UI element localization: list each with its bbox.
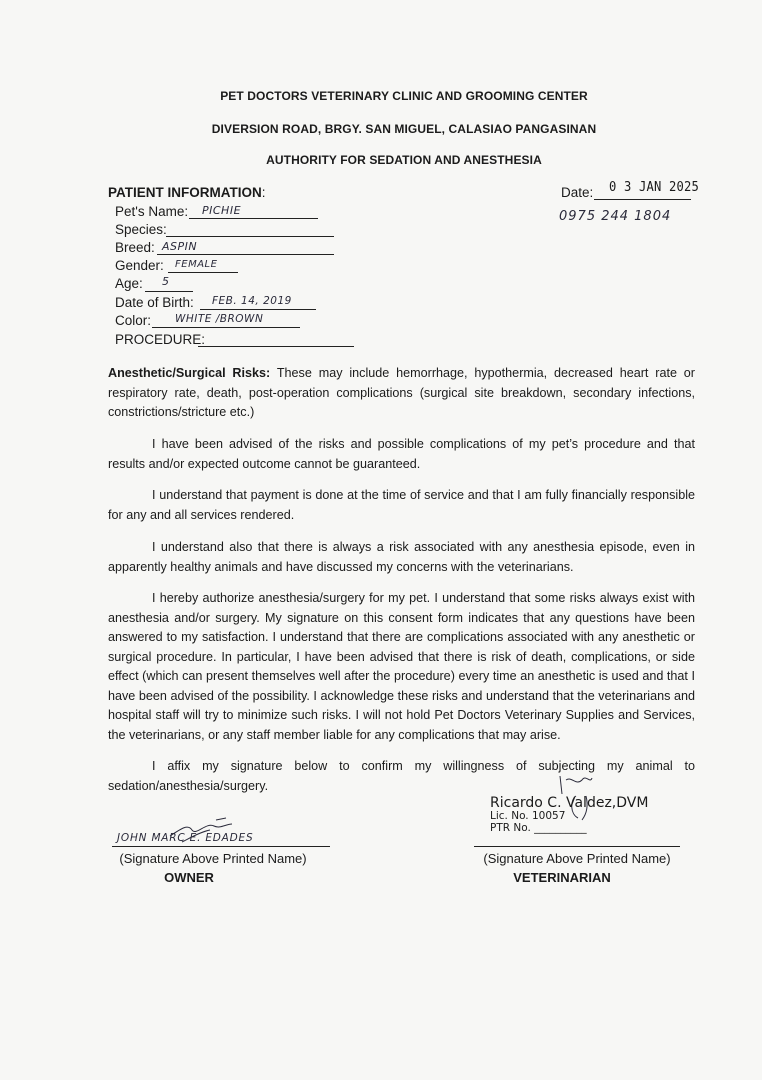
field-gender-line	[168, 272, 238, 273]
vet-license: Lic. No. 10057	[490, 810, 566, 822]
field-color-line	[152, 327, 300, 328]
date-stamp-value: 0 3 JAN 2025	[609, 179, 699, 195]
consent-paragraph-4	[108, 589, 695, 745]
patient-info-label: PATIENT INFORMATION	[108, 185, 262, 200]
consent-text-4: I hereby authorize anesthesia/surgery for my pet. I understand that some risks always exist with anesthesia and/or surgery. My signature on this consent form indicates that any questions have been answered to my satisfaction. I understand that there are complications associated with any anesthetic or surgical procedure. In particular, I have been advised that there is risk of death, complications, or side effect (which can present themselves well after the procedure) every time an anesthetic is used and that I have been advised of the possibility. I acknowledge these risks and understand that the veterinarians and hospital staff will try to minimize such risks. I will not hold Pet Doctors Veterinary Supplies and Services, the veterinarians, or any staff member liable for any complications that may arise.	[108, 591, 695, 742]
field-species-label: Species:	[115, 222, 167, 237]
owner-printed-name: JOHN MARC E. EDADES	[117, 832, 254, 844]
consent-paragraph-1	[108, 435, 695, 474]
owner-signature-line	[112, 846, 330, 847]
field-procedure-label: PROCEDURE:	[115, 332, 206, 347]
consent-text-1: I have been advised of the risks and possible complications of my pet’s procedure and that results and/or expected outcome cannot be guaranteed.	[108, 437, 695, 471]
patient-info-heading	[108, 185, 266, 200]
consent-text-3: I understand also that there is always a risk associated with any anesthesia episode, even in apparently healthy animals and have discussed my concerns with the veterinarians.	[108, 540, 695, 574]
date-label: Date:	[561, 185, 594, 200]
field-species-line	[166, 236, 334, 237]
risks-paragraph	[108, 364, 695, 423]
consent-paragraph-5	[108, 757, 695, 796]
field-gender-label: Gender:	[115, 258, 164, 273]
patient-info-colon: :	[261, 185, 266, 200]
consent-paragraph-3	[108, 538, 695, 577]
vet-signature-caption: (Signature Above Printed Name)	[483, 851, 671, 866]
field-dob-label: Date of Birth:	[115, 295, 194, 310]
owner-signature-caption: (Signature Above Printed Name)	[119, 851, 307, 866]
handwritten-phone-number: 0975 244 1804	[559, 209, 672, 224]
field-pet-name-value: PICHIE	[202, 204, 242, 217]
consent-text-5: I affix my signature below to confirm my willingness of subjecting my animal to sedation/anesthesia/surgery.	[108, 759, 695, 793]
vet-name: Ricardo C. Valdez,DVM	[490, 795, 649, 811]
date-line	[594, 199, 691, 200]
clinic-address: DIVERSION ROAD, BRGY. SAN MIGUEL, CALASIAO PANGASINAN	[211, 122, 597, 136]
consent-text-2: I understand that payment is done at the time of service and that I am fully financially responsible for any and all services rendered.	[108, 488, 695, 522]
clinic-name: PET DOCTORS VETERINARY CLINIC AND GROOMING CENTER	[220, 89, 588, 103]
field-pet-name-label: Pet's Name:	[115, 204, 189, 219]
vet-signature-line	[474, 846, 680, 847]
consent-paragraph-2	[108, 486, 695, 525]
field-age-line	[145, 291, 193, 292]
field-color-value: WHITE /BROWN	[175, 313, 264, 325]
owner-role-label: OWNER	[164, 870, 214, 885]
field-breed-label: Breed:	[115, 240, 155, 255]
field-color-label: Color:	[115, 313, 152, 328]
form-title: AUTHORITY FOR SEDATION AND ANESTHESIA	[266, 153, 542, 167]
field-breed-line	[157, 254, 334, 255]
field-breed-value: ASPIN	[162, 240, 198, 253]
field-age-label: Age:	[115, 276, 143, 291]
risks-text: These may include hemorrhage, hypothermia, decreased heart rate or respiratory rate, death, post-operation complications (surgical site breakdown, secondary infections, constrictions/stricture etc.)	[108, 366, 696, 419]
field-age-value: 5	[162, 275, 170, 288]
risks-heading: Anesthetic/Surgical Risks:	[108, 366, 271, 380]
field-pet-name-line	[189, 218, 318, 219]
vet-ptr: PTR No. __________	[490, 822, 587, 834]
vet-role-label: VETERINARIAN	[513, 870, 611, 885]
field-gender-value: FEMALE	[175, 259, 218, 270]
field-procedure-line	[198, 346, 354, 347]
field-dob-value: FEB. 14, 2019	[212, 295, 292, 307]
field-dob-line	[200, 309, 316, 310]
